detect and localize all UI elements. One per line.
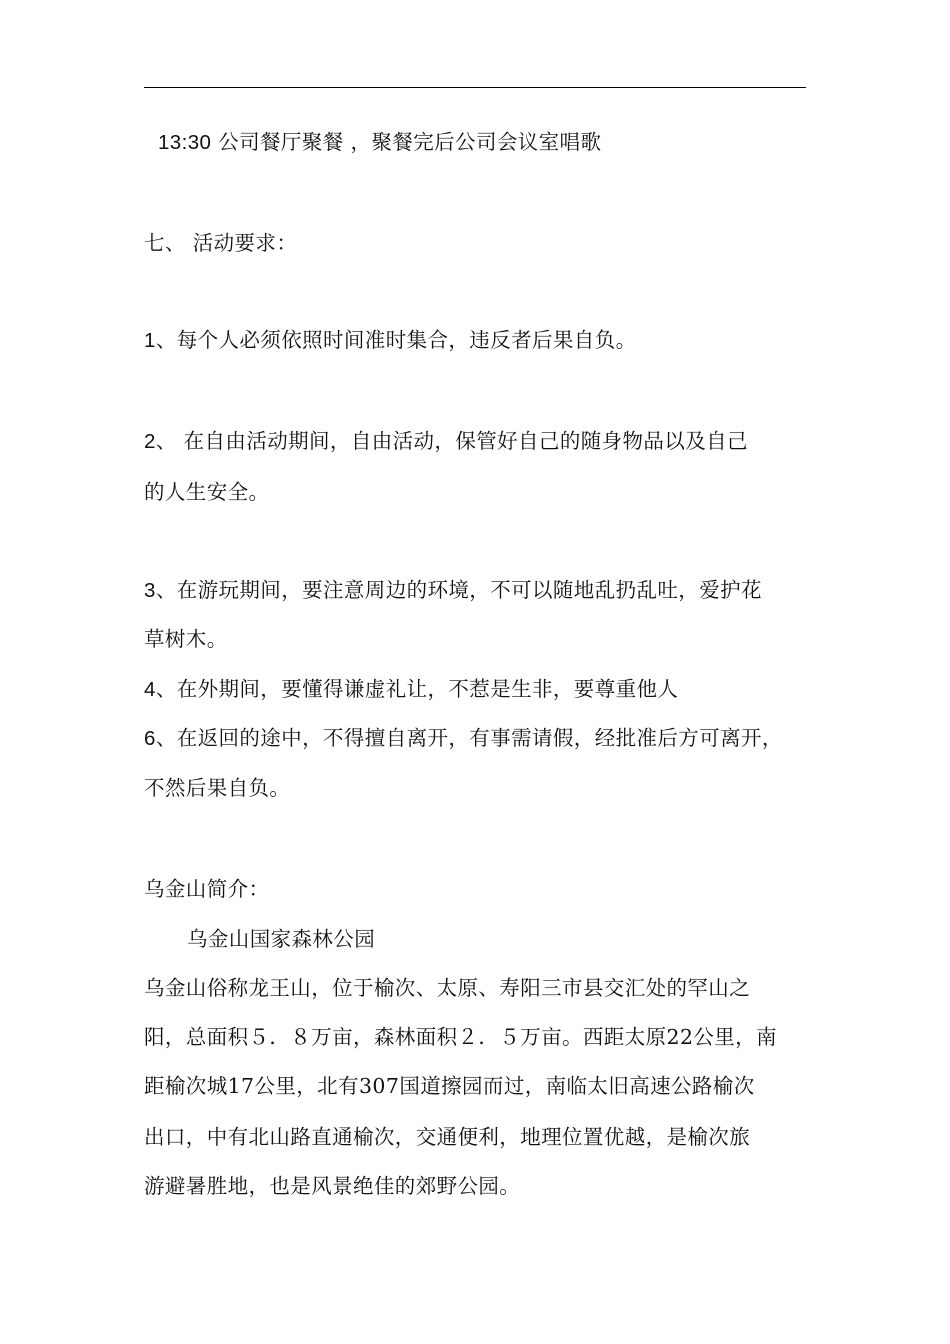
- requirement-continuation: 草树木。: [144, 627, 228, 651]
- requirement-item: [144, 428, 748, 455]
- requirement-text: 、在返回的途中，不得擅自离开，有事需请假，经批准后方可离开，: [155, 726, 783, 750]
- requirement-text: 、 在自由活动期间，自由活动，保管好自己的随身物品以及自己: [155, 429, 748, 453]
- intro-paragraph-line: 阳，总面积５．８万亩，森林面积２．５万亩。西距太原22公里，南: [144, 1025, 777, 1049]
- requirement-number: 1: [144, 329, 156, 352]
- requirement-text: 、在游玩期间，要注意周边的环境，不可以随地乱扔乱吐，爱护花: [155, 578, 762, 602]
- intro-paragraph-line: 出口，中有北山路直通榆次，交通便利，地理位置优越，是榆次旅: [144, 1125, 751, 1149]
- requirement-number: 3: [144, 579, 156, 602]
- requirement-continuation: 的人生安全。: [144, 480, 270, 504]
- intro-paragraph-line: 距榆次城17公里，北有307国道擦园而过，南临太旧高速公路榆次: [144, 1074, 755, 1098]
- requirement-item: [144, 327, 637, 354]
- requirement-text: 、每个人必须依照时间准时集合，违反者后果自负。: [155, 328, 637, 352]
- intro-subtitle: 乌金山国家森林公园: [187, 927, 376, 951]
- requirement-number: 4: [144, 678, 156, 701]
- intro-heading: 乌金山简介：: [144, 877, 270, 901]
- intro-paragraph-line: 乌金山俗称龙王山，位于榆次、太原、寿阳三市县交汇处的罕山之: [144, 976, 751, 1000]
- header-rule: [144, 87, 806, 88]
- requirement-number: 2: [144, 430, 156, 453]
- requirement-number: 6: [144, 727, 156, 750]
- schedule-time: 13:30: [158, 131, 212, 154]
- requirement-text: 、在外期间，要懂得谦虚礼让，不惹是生非，要尊重他人: [155, 677, 679, 701]
- requirement-item: [144, 577, 762, 604]
- requirement-item: [144, 676, 678, 703]
- requirement-continuation: 不然后果自负。: [144, 776, 291, 800]
- section-heading: 七、 活动要求：: [144, 231, 298, 255]
- schedule-line: [158, 129, 601, 156]
- requirement-item: [144, 725, 783, 752]
- intro-paragraph-line: 游避暑胜地，也是风景绝佳的郊野公园。: [144, 1174, 521, 1198]
- schedule-text: 公司餐厅聚餐 ，聚餐完后公司会议室唱歌: [211, 130, 602, 154]
